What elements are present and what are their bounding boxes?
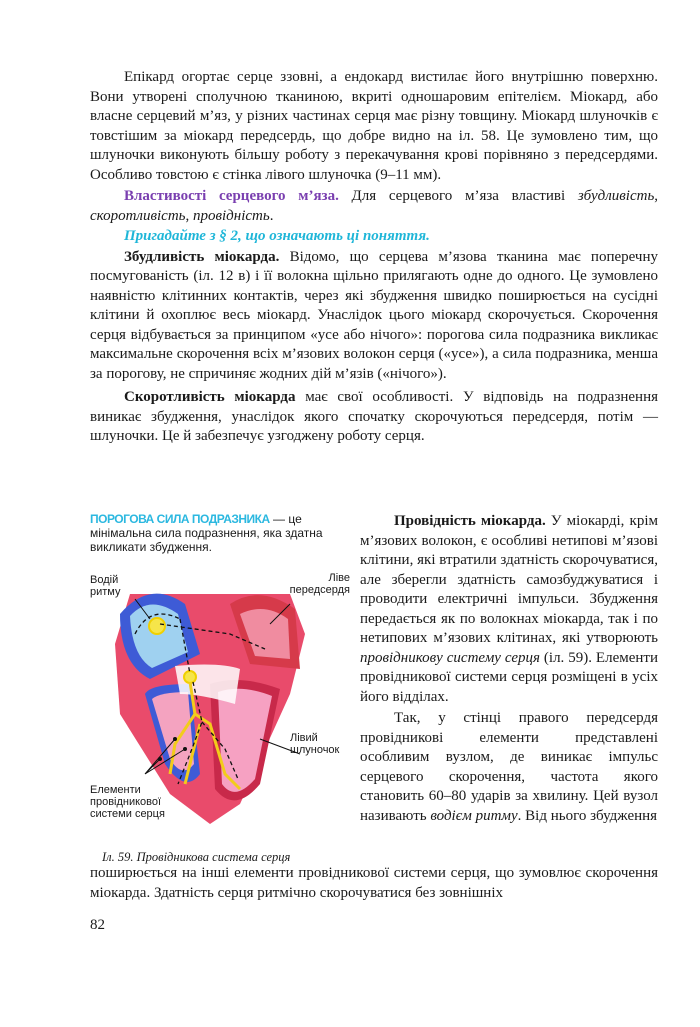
heading-contractility: Скоротливість міокарда: [124, 389, 296, 405]
heart-conduction-figure: [90, 574, 352, 842]
definition-text: — це мінімальна сила подразнення, яка здатна викликати збудження.: [90, 512, 323, 554]
paragraph-pacemaker: Так, у стінці правого передсердя провідникові елементи представлені особливим вузлом, де виникає імпульс серцевого скорочення, частота якого становить 60–80 ударів за хвилину. Цей вузол називають водієм ритму. Від нього збудження: [360, 710, 658, 824]
main-text-bottom: [90, 864, 658, 903]
figure-caption: Іл. 59. Провідникова система серця: [102, 850, 291, 864]
label-pacemaker: Водій ритму: [90, 574, 121, 598]
label-left-atrium: Ліве передсердя: [289, 572, 350, 596]
paragraph-properties: Властивості серцевого м’яза. Для серцевого м’яза властиві збудливість, скоротливість, провідність.: [90, 188, 659, 224]
text-column-right: [360, 512, 658, 826]
two-column-section: [90, 512, 658, 862]
definition-term: ПОРОГОВА СИЛА ПОДРАЗНИКА: [90, 512, 270, 526]
main-text-top: [90, 68, 658, 447]
heading-excitability: Збудливість міокарда.: [124, 248, 280, 265]
definition-box: [90, 512, 352, 554]
paragraph-conductivity: Провідність міокарда. У міокарді, крім м’язових волокон, є особливі нетипові м’язові клітини, які втратили здатність скорочуватися, але зберегли здатність самозбуджуватися і проводити електричні імпульси. Збудження передається як по волокнах міокарда, так і по нетипових м’язових клітинах, які утворюють провідникову систему серця (іл. 59). Елементи провідникової системи серця розміщені в усіх його відділах.: [360, 513, 659, 705]
paragraph-excitability: Збудливість міокарда. Відомо, що серцева м’язова тканина має поперечну посмугованість (іл. 12 в) і її волокна щільно прилягають одне до одного. Це зумовлено наявністю клітинних контактів, через які збудження швидко поширюється на сусідні клітини й охоплює весь міокард. Унаслідок цього міокард скорочується. Скорочення серця відбувається за принципом «усе або нічого»: порогова сила подразника викликає максимальне скорочення всіх м’язових волокон серця («усе»), а сила подразника, менша за порогову, не спричиняє жодних дій м’язів («нічого»).: [90, 248, 659, 382]
heading-conductivity: Провідність міокарда.: [394, 513, 546, 529]
sidebar-column: [90, 512, 352, 864]
paragraph-contractility: Скоротливість міокарда має свої особливості. У відповідь на подразнення виникає збудження, унаслідок якого спочатку скорочуються передсердя, потім — шлуночки. Це й забезпечує узгоджену роботу серця.: [90, 389, 659, 444]
reminder-note: Пригадайте з § 2, що означають ці поняття.: [124, 228, 430, 244]
label-left-ventricle: Лівий шлуночок: [290, 732, 340, 756]
paragraph-continuation: поширюється на інші елементи провідникової системи серця, що зумовлює скорочення міокарда. Здатність серця ритмічно скорочуватися без зовнішніх: [90, 865, 658, 901]
heading-properties: Властивості серцевого м’яза.: [124, 188, 339, 204]
label-conduction-elements: Елементи провідникової системи серця: [90, 784, 165, 820]
page-number: 82: [90, 917, 105, 933]
paragraph-epicardium: Епікард огортає серце ззовні, а ендокард вистилає його внутрішню поверхню. Вони утворені сполучною тканиною, вкриті одношаровим епітелієм. Міокард, або власне серцевий м’яз, у різних частинах серця має різну товщину. Міокард шлуночків є товстішим за міокард передсердь, що добре видно на іл. 58. Це зумовлено тим, що шлуночки виконують більшу роботу з перекачування крові порівняно з передсердями. Особливо товстою є стінка лівого шлуночка (9–11 мм).: [90, 69, 658, 183]
